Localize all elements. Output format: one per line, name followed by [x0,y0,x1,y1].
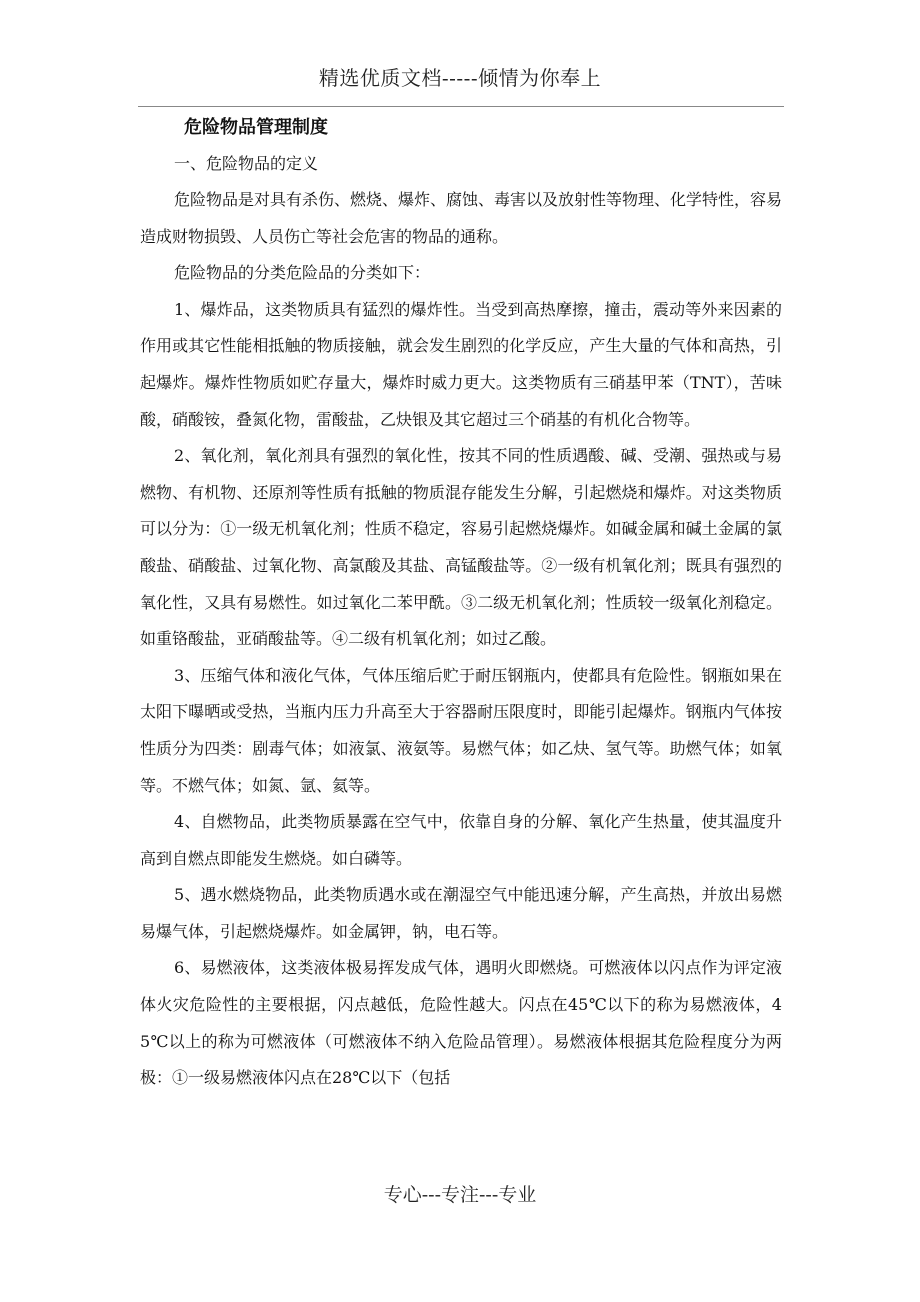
section-heading: 一、危险物品的定义 [174,154,319,173]
paragraph-spontaneous-combustion: 4、自燃物品，此类物质暴露在空气中，依靠自身的分解、氧化产生热量，使其温度升高到自燃点即能发生燃烧。如白磷等。 [140,812,782,868]
paragraph-compressed-gases: 3、压缩气体和液化气体，气体压缩后贮于耐压钢瓶内，使都具有危险性。钢瓶如果在太阳下曝晒或受热，当瓶内压力升高至大于容器耐压限度时，即能引起爆炸。钢瓶内气体按性质分为四类：剧毒气体；如液氯、液氨等。易燃气体；如乙炔、氢气等。助燃气体；如氧等。不燃气体；如氮、氩、氦等。 [140,665,782,795]
page-footer: 专心---专注---专业 [383,1184,537,1206]
page-header: 精选优质文档-----倾情为你奉上 [318,66,602,90]
paragraph-flammable-liquids: 6、易燃液体，这类液体极易挥发成气体，遇明火即燃烧。可燃液体以闪点作为评定液体火灾危险性的主要根据，闪点越低，危险性越大。闪点在45℃以下的称为易燃液体，45℃以上的称为可燃液体（可燃液体不纳入危险品管理）。易燃液体根据其危险程度分为两极：①一级易燃液体闪点在28℃以下（包括 [140,958,782,1088]
paragraph-explosives: 1、爆炸品，这类物质具有猛烈的爆炸性。当受到高热摩擦，撞击，震动等外来因素的作用或其它性能相抵触的物质接触，就会发生剧烈的化学反应，产生大量的气体和高热，引起爆炸。爆炸性物质如贮存量大，爆炸时威力更大。这类物质有三硝基甲苯（TNT），苦味酸，硝酸铵，叠氮化物，雷酸盐，乙炔银及其它超过三个硝基的有机化合物等。 [140,299,782,429]
paragraph-classification-intro: 危险物品的分类危险品的分类如下： [174,263,431,283]
paragraph-definition: 危险物品是对具有杀伤、燃烧、爆炸、腐蚀、毒害以及放射性等物理、化学特性，容易造成财物损毁、人员伤亡等社会危害的物品的通称。 [140,190,783,246]
document-body [140,110,782,1097]
document-title: 危险物品管理制度 [184,117,328,138]
paragraph-oxidizers: 2、氧化剂，氧化剂具有强烈的氧化性，按其不同的性质遇酸、碱、受潮、强热或与易燃物、有机物、还原剂等性质有抵触的物质混存能发生分解，引起燃烧和爆炸。对这类物质可以分为：①一级无机氧化剂；性质不稳定，容易引起燃烧爆炸。如碱金属和碱土金属的氯酸盐、硝酸盐、过氧化物、高氯酸及其盐、高锰酸盐等。②一级有机氧化剂；既具有强烈的氧化性，又具有易燃性。如过氧化二苯甲酰。③二级无机氧化剂；性质较一级氧化剂稳定。如重铬酸盐，亚硝酸盐等。④二级有机氧化剂；如过乙酸。 [140,446,782,649]
header-divider [138,106,784,107]
paragraph-water-reactive: 5、遇水燃烧物品，此类物质遇水或在潮湿空气中能迅速分解，产生高热，并放出易燃易爆气体，引起燃烧爆炸。如金属钾，钠，电石等。 [140,885,782,941]
